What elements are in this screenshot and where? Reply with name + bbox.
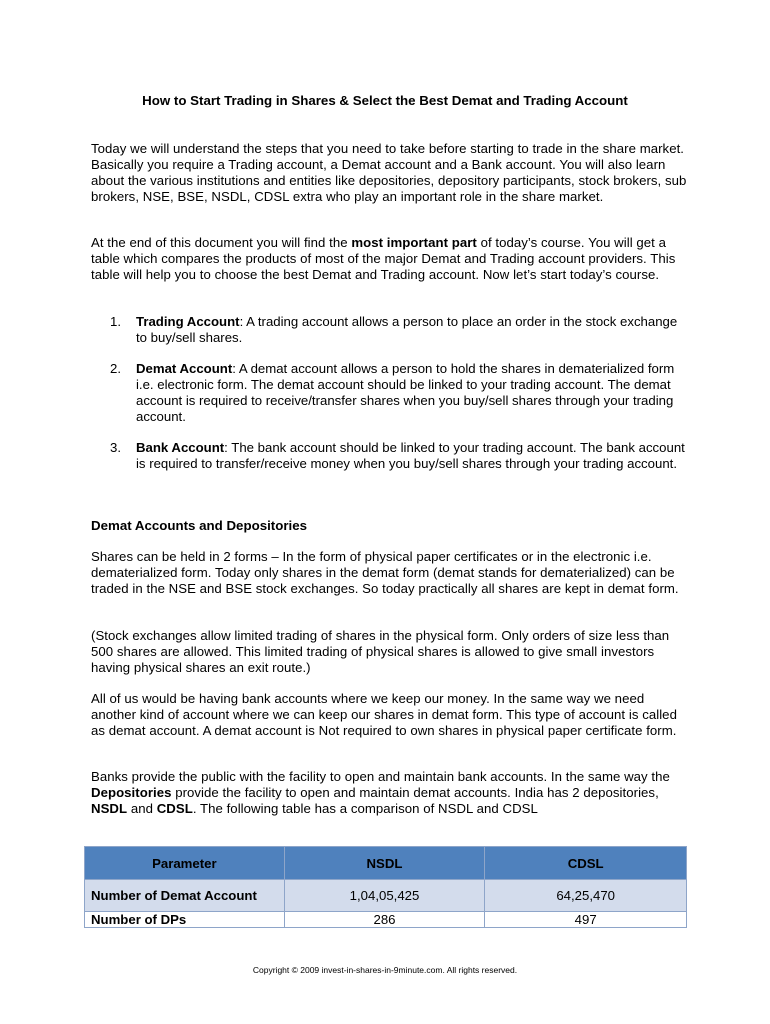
section-paragraph-3 — [91, 691, 691, 739]
list-item-number: 1. — [110, 314, 121, 329]
table-row — [85, 880, 687, 912]
section-text-2: (Stock exchanges allow limited trading of shares in the physical form. Only orders of size less than 500 shares are allowed. This limited trading of physical shares is allowed to give small investors having physical shares an exit route.) — [91, 628, 670, 675]
table-cell-cdsl: 497 — [485, 912, 687, 928]
comparison-table — [84, 846, 687, 928]
table-cell-nsdl: 286 — [284, 912, 485, 928]
list-item-term: Demat Account — [136, 361, 233, 376]
table-header-row — [85, 847, 687, 880]
section-text-4c: provide the facility to open and maintain demat accounts. India has 2 depositories, — [171, 785, 659, 800]
section-text-4e: and — [127, 801, 157, 816]
nsdl-bold: NSDL — [91, 801, 128, 816]
section-text-4g: . The following table has a comparison of NSDL and CDSL — [192, 801, 538, 816]
list-item-number: 2. — [110, 361, 121, 376]
list-item-text: : A demat account allows a person to hold the shares in dematerialized form i.e. electronic form. The demat account should be linked to your trading account. The demat account is required to receive/transfer shares when you buy/sell shares through your trading account. — [136, 361, 675, 424]
document-title: How to Start Trading in Shares & Select the Best Demat and Trading Account — [142, 93, 628, 108]
intro-text-2a: At the end of this document you will find the — [91, 235, 352, 250]
table-header-nsdl: NSDL — [284, 847, 485, 880]
intro-text-1: Today we will understand the steps that you need to take before starting to trade in the share market. Basically you require a Trading account, a Demat account and a Bank account. You will also learn about the various institutions and entities like depositories, depository participants, stock brokers, sub brokers, NSE, BSE, NSDL, CDSL extra who play an important role in the share market. — [91, 141, 687, 204]
list-item-text: : A trading account allows a person to place an order in the stock exchange to buy/sell shares. — [136, 314, 678, 345]
table-header-parameter: Parameter — [85, 847, 285, 880]
depositories-bold: Depositories — [91, 785, 172, 800]
list-item-term: Bank Account — [136, 440, 225, 455]
list-item-term: Trading Account — [136, 314, 240, 329]
copyright-footer: Copyright © 2009 invest-in-shares-in-9minute.com. All rights reserved. — [252, 965, 518, 975]
list-item-text: : The bank account should be linked to your trading account. The bank account is required to transfer/receive money when you buy/sell shares through your trading account. — [136, 440, 685, 471]
section-text-4a: Banks provide the public with the facility to open and maintain bank accounts. In the same way the — [91, 769, 670, 784]
table-cell-nsdl: 1,04,05,425 — [284, 880, 485, 912]
table-cell-parameter: Number of DPs — [85, 912, 285, 928]
intro-text-2-bold: most important part — [351, 235, 477, 250]
section-text-3: All of us would be having bank accounts where we keep our money. In the same way we need another kind of account where we can keep our shares in demat form. This type of account is called as demat account. A demat account is Not required to own shares in physical paper certificate form. — [91, 691, 677, 738]
section-heading: Demat Accounts and Depositories — [91, 518, 307, 533]
list-item-number: 3. — [110, 440, 121, 455]
table-row — [85, 912, 687, 928]
section-paragraph-1 — [91, 549, 691, 597]
section-text-1: Shares can be held in 2 forms – In the form of physical paper certificates or in the electronic i.e. dematerialized form. Today only shares in the demat form (demat stands for dematerialized) can be traded in the NSE and BSE stock exchanges. So today practically all shares are kept in demat form. — [91, 549, 679, 596]
section-paragraph-4 — [91, 769, 691, 817]
cdsl-bold: CDSL — [156, 801, 193, 816]
intro-paragraph-2 — [91, 235, 691, 283]
table-header-cdsl: CDSL — [485, 847, 687, 880]
intro-text-2b: of today’s course. You will get a table which compares the products of most of the major Demat and Trading account providers. This table will help you to choose the best Demat and Trading account. Now let’s start today’s course. — [91, 235, 676, 282]
intro-paragraph-1 — [91, 141, 691, 205]
table-cell-cdsl: 64,25,470 — [485, 880, 687, 912]
section-paragraph-2 — [91, 628, 691, 676]
table-cell-parameter: Number of Demat Account — [85, 880, 285, 912]
